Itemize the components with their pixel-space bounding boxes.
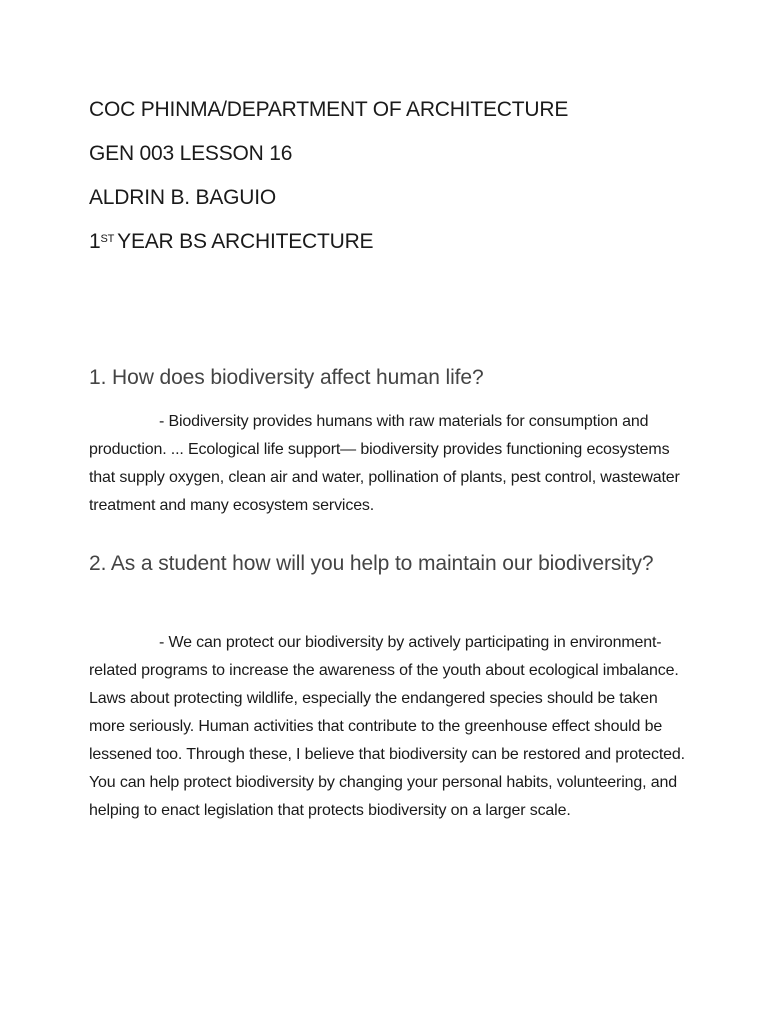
question-2: 2. As a student how will you help to maintain our biodiversity?	[89, 552, 654, 575]
answer-2-text: - We can protect our biodiversity by actively participating in environment-related programs to increase the awareness of the youth about ecological imbalance. Laws about protecting wildlife, especially the endangered species should be taken more seriously. Human activities that contribute to the greenhouse effect should be lessened too. Through these, I believe that biodiversity can be restored and protected. You can help protect biodiversity by changing your personal habits, volunteering, and helping to enact legislation that protects biodiversity on a larger scale.	[89, 634, 685, 819]
lesson-heading: GEN 003 LESSON 16	[89, 142, 293, 165]
year-number: 1	[89, 230, 101, 253]
year-program: YEAR BS ARCHITECTURE	[117, 230, 374, 253]
student-name: ALDRIN B. BAGUIO	[89, 186, 277, 209]
question-1: 1. How does biodiversity affect human life?	[89, 366, 484, 389]
department-heading: COC PHINMA/DEPARTMENT OF ARCHITECTURE	[89, 98, 569, 121]
year-superscript: ST	[100, 233, 115, 245]
answer-2	[89, 629, 685, 825]
year-level	[89, 229, 373, 255]
answer-1-text: - Biodiversity provides humans with raw materials for consumption and production. ... Ecological life support— biodiversity provides functioning ecosystems that supply oxygen, clean air and water, pollination of plants, pest control, wastewater treatment and many ecosystem services.	[89, 413, 680, 514]
answer-1	[89, 408, 685, 520]
